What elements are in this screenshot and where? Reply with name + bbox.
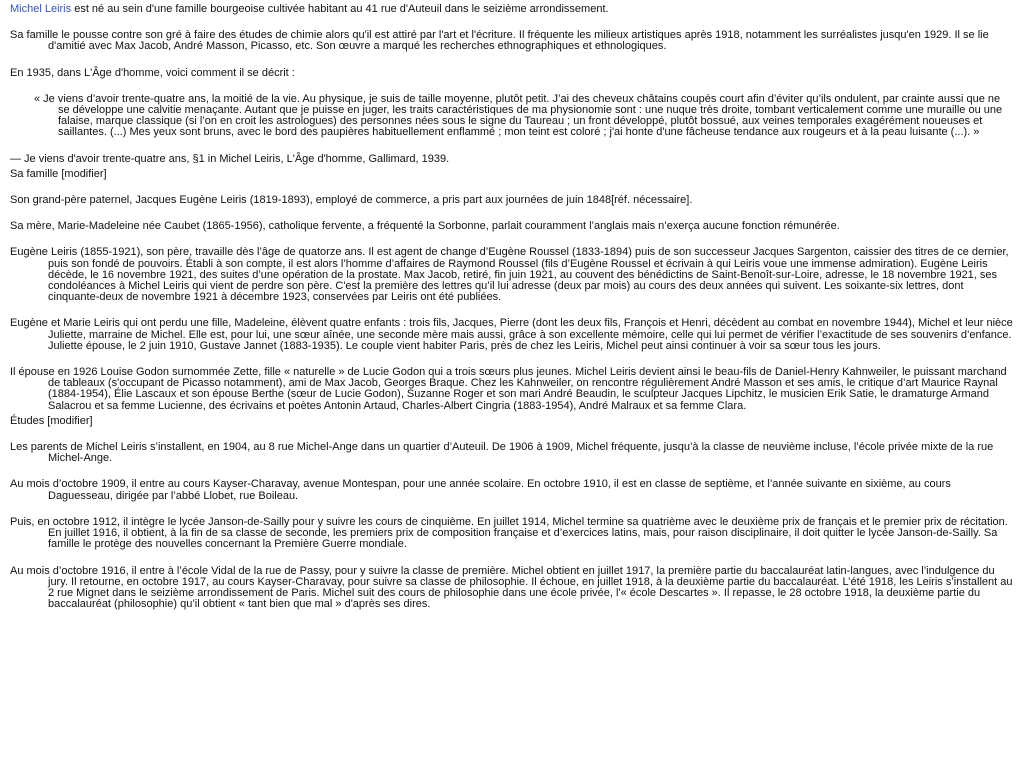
paragraph-etudes-1909: Au mois d’octobre 1909, il entre au cours Kayser-Charavay, avenue Montespan, pour une année scolaire. En octobre 1910, il est en classe de septième, et l’année suivante en sixième, au cours Daguesseau, dirigée par l’abbé Llobet, rue Boileau. — [10, 478, 951, 502]
blockquote-self-description: « Je viens d’avoir trente-quatre ans, la moitié de la vie. Au physique, je suis de taille moyenne, plutôt petit. J’ai des cheveux châtains coupés court afin d’éviter qu’ils ondulent, par crainte aussi que ne se développe une calvitie menaçante. Autant que je puisse en juger, les traits caractéristiques de ma physionomie sont : une nuque très droite, tombant verticalement comme une muraille ou une falaise, marque classique (si l’on en croit les astrologues) des personnes nées sous le signe du Taureau ; un front développé, plutôt bossué, aux veines temporales exagérément noueuses et saillantes. (...) Mes yeux sont bruns, avec le bord des paupières habituellement enflammé ; mon teint est coloré ; j'ai honte d'une fâcheuse tendance aux rougeurs et à la peau luisante (...). » — [34, 92, 1003, 139]
paragraph-etudes-1904: Les parents de Michel Leiris s’installent, en 1904, au 8 rue Michel-Ange dans un quartier d’Auteuil. De 1906 à 1909, Michel fréquente, jusqu’à la classe de neuvième incluse, l’école privée mixte de la rue Michel-Ange. — [10, 441, 994, 465]
quote-citation: — Je viens d'avoir trente-quatre ans, §1 in Michel Leiris, L'Âge d'homme, Gallimard, 1939. — [10, 152, 450, 165]
paragraph-mere: Sa mère, Marie-Madeleine née Caubet (1865-1956), catholique fervente, a fréquenté la Sorbonne, parlait couramment l’anglais mais n’exerça aucune fonction rémunérée. — [10, 220, 840, 233]
section-heading-etudes: Études [modifier] — [10, 414, 93, 427]
paragraph-famille-intro: Sa famille le pousse contre son gré à faire des études de chimie alors qu'il est attiré par l'art et l'écriture. Il fréquente les milieux artistiques après 1918, notamment les surréalistes jusqu'en 1929. Il se lie d'amitié avec Max Jacob, André Masson, Picasso, etc. Son œuvre a marqué les recherches ethnographiques et ethnologiques. — [10, 29, 989, 53]
paragraph-grand-pere: Son grand-père paternel, Jacques Eugène Leiris (1819-1893), employé de commerce, a pris part aux journées de juin 1848[réf. nécessaire]. — [10, 194, 693, 207]
paragraph-etudes-1916: Au mois d’octobre 1916, il entre à l’école Vidal de la rue de Passy, pour y suivre la classe de première. Michel obtient en juillet 1917, la première partie du baccalauréat latin-langues, avec l’indulgence du jury. Il retourne, en octobre 1917, au cours Kayser-Charavay, pour suivre sa classe de philosophie. Il échoue, en juillet 1918, à la deuxième partie du baccalauréat. L’été 1918, les Leiris s’installent au 2 rue Mignet dans le seizième arrondissement de Paris. Michel suit des cours de philosophie dans une école privée, l'« école Descartes ». Il repasse, le 28 octobre 1918, la deuxième partie du baccalauréat (philosophie) qu’il obtient « tant bien que mal » d'après ses dires. — [10, 564, 1013, 611]
paragraph-mariage: Il épouse en 1926 Louise Godon surnommée Zette, fille « naturelle » de Lucie Godon qui a trois sœurs plus jeunes. Michel Leiris devient ainsi le beau-fils de Daniel-Henry Kahnweiler, le puissant marchand de tableaux (s'occupant de Picasso notamment), ami de Max Jacob, Georges Braque. Chez les Kahnweiler, on rencontre régulièrement André Masson et ses amis, le critique d’art Maurice Raynal (1884-1954), Élie Lascaux et son épouse Berthe (sœur de Lucie Godon), Suzanne Roger et son mari André Beaudin, le sculpteur Jacques Lipchitz, le musicien Erik Satie, le dramaturge Armand Salacrou et sa femme Lucienne, des écrivains et poètes Antonin Artaud, Charles-Albert Cingria (1883-1954), André Malraux et sa femme Clara. — [10, 366, 1007, 412]
paragraph-etudes-1912: Puis, en octobre 1912, il intègre le lycée Janson-de-Sailly pour y suivre les cours de cinquième. En juillet 1914, Michel termine sa quatrième avec le deuxième prix de français et le premier prix de récitation. En juillet 1916, il obtient, à la fin de sa classe de seconde, les premiers prix de composition française et d’exercices latins, mais, pour raison disciplinaire, il doit quitter le lycée Janson-de-Sailly. Sa famille le protège des nouvelles concernant la Première Guerre mondiale. — [10, 515, 1008, 551]
paragraph-age-homme: En 1935, dans L'Âge d'homme, voici comment il se décrit : — [10, 66, 295, 79]
intro-text: est né au sein d'une famille bourgeoise cultivée habitant au 41 rue d'Auteuil dans le seizième arrondissement. — [71, 3, 609, 15]
michel-leiris-link[interactable]: Michel Leiris — [10, 3, 72, 15]
section-heading-famille: Sa famille [modifier] — [10, 167, 107, 180]
paragraph-pere: Eugène Leiris (1855-1921), son père, travaille dès l’âge de quatorze ans. Il est agent de change d’Eugène Roussel (1833-1894) puis de son successeur Jacques Sargenton, caissier des titres de ce dernier, puis son fondé de pouvoirs. Établi à son compte, il est alors l’homme d’affaires de Raymond Roussel (fils d’Eugène Roussel et écrivain à qui Leiris voue une immense admiration). Eugène Leiris décède, le 16 novembre 1921, des suites d’une opération de la prostate. Max Jacob, retiré, fin juin 1921, au couvent des bénédictins de Saint-Benoît-sur-Loire, adresse, le 18 novembre 1921, ses condoléances à Michel Leiris qui vient de perdre son père. C'est la première des lettres qu’il lui adresse (deux par mois) au cours des deux années qui suivent. Les soixante-six lettres, dont cinquante-deux de novembre 1921 à décembre 1923, conservées par Leiris ont été publiées. — [10, 246, 1009, 304]
paragraph-enfants: Eugène et Marie Leiris qui ont perdu une fille, Madeleine, élèvent quatre enfants : trois fils, Jacques, Pierre (dont les deux fils, François et Henri, décèdent au combat en novembre 1944), Michel et leur nièce Juliette, marraine de Michel. Elle est, pour lui, une sœur aînée, une seconde mère mais aussi, grâce à son excellente mémoire, celle qui lui permet de vérifier l’exactitude de ses souvenirs d’enfance. Juliette épouse, le 2 juin 1910, Gustave Jannet (1883-1935). Le couple vient habiter Paris, près de chez les Leiris, Michel peut ainsi continuer à voir sa sœur tous les jours. — [10, 317, 1013, 352]
intro-paragraph — [10, 4, 1014, 15]
